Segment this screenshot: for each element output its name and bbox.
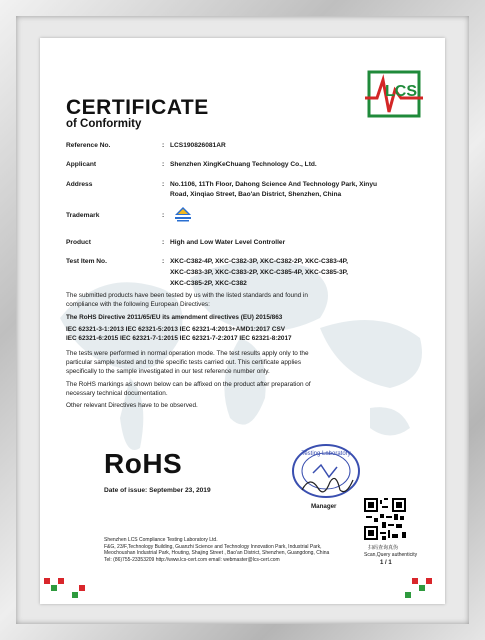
- certificate-title: CERTIFICATE: [66, 96, 209, 119]
- address-label: Address: [66, 181, 93, 188]
- applicant-value: Shenzhen XingKeChuang Technology Co., Ltd.: [170, 161, 317, 168]
- footer-line: Shenzhen LCS Compliance Testing Laboratory Ltd.: [104, 537, 218, 543]
- qr-code-icon: [364, 498, 406, 540]
- address-line: No.1106, 11Th Floor, Dahong Science And Technology Park, Xinyu: [170, 181, 378, 188]
- colon: :: [162, 181, 165, 188]
- colon: :: [162, 161, 165, 168]
- page-number: 1 / 1: [380, 560, 392, 566]
- test-item-line: XKC-C383-3P, XKC-C383-2P, XKC-C385-4P, XKC-C385-3P,: [170, 269, 348, 276]
- statement-line: The submitted products have been tested by us with the listed standards and found in: [66, 292, 308, 299]
- manager-label: Manager: [311, 503, 337, 510]
- directive-text: The RoHS Directive 2011/65/EU its amendment directives (EU) 2015/863: [66, 314, 283, 321]
- footer-line: Meochoushan Industrial Park, Houting, Shajing Street , Bao'an District, Shenzhen, Guangdong, China: [104, 550, 330, 556]
- decor-square: [79, 585, 85, 591]
- decor-square: [72, 592, 78, 598]
- trademark-label: Trademark: [66, 212, 100, 219]
- reference-value: LCS190826081AR: [170, 142, 226, 149]
- decor-square: [426, 578, 432, 584]
- standards-line: IEC 62321-6:2015 IEC 62321-7-1:2015 IEC 62321-7-2:2017 IEC 62321-8:2017: [66, 335, 292, 342]
- statement-line: compliance with the following European Directives:: [66, 301, 210, 308]
- rohs-mark: RoHS: [104, 448, 183, 479]
- applicant-label: Applicant: [66, 161, 97, 168]
- product-value: High and Low Water Level Controller: [170, 239, 286, 246]
- decor-square: [58, 578, 64, 584]
- decor-square: [405, 592, 411, 598]
- product-label: Product: [66, 239, 91, 246]
- statement-line: The RoHS markings as shown below can be affixed on the product after preparation of: [66, 381, 311, 388]
- decor-square: [419, 585, 425, 591]
- statement-line: necessary technical documentation.: [66, 390, 168, 397]
- stamp-text: Testing Laboratory: [301, 451, 351, 457]
- certificate-subtitle: of Conformity: [66, 118, 142, 130]
- standards-line: IEC 62321-3-1:2013 IEC 62321-5:2013 IEC 62321-4:2013+AMD1:2017 CSV: [66, 326, 286, 333]
- decor-square: [412, 578, 418, 584]
- footer-line: Tel: (86)755-23353209 http://www.lcs-cert.com email: webmaster@lcs-cert.com: [104, 557, 280, 563]
- statement-line: specifically to the sample investigated in our test reference number only.: [66, 368, 270, 375]
- date-of-issue: Date of issue: September 23, 2019: [104, 487, 211, 494]
- colon: :: [162, 212, 165, 219]
- test-item-line: XKC-C385-2P, XKC-C382: [170, 280, 247, 287]
- colon: :: [162, 258, 165, 265]
- test-item-label: Test Item No.: [66, 258, 107, 265]
- logo-text: LCS: [385, 83, 417, 100]
- reference-label: Reference No.: [66, 142, 111, 149]
- colon: :: [162, 239, 165, 246]
- qr-caption-en: Scan,Query authenticity: [364, 552, 418, 558]
- decor-square: [44, 578, 50, 584]
- lcs-logo-icon: [365, 68, 423, 120]
- decor-square: [51, 585, 57, 591]
- colon: :: [162, 142, 165, 149]
- test-item-line: XKC-C382-4P, XKC-C382-3P, XKC-C382-2P, XKC-C383-4P,: [170, 258, 348, 265]
- trademark-logo-icon: [172, 205, 194, 223]
- address-line: Road, Xinqiao Street, Bao'an District, Shenzhen, China: [170, 191, 342, 198]
- footer-line: F&G, 23/F,Technology Building, Guanzhi Science and Technology Innovation Park, Industrial Park,: [104, 544, 322, 550]
- statement-line: The tests were performed in normal operation mode. The test results apply only to the: [66, 350, 309, 357]
- statement-line: Other relevant Directives have to be observed.: [66, 402, 198, 409]
- qr-caption-cn: 扫码查询真伪: [368, 545, 399, 551]
- statement-line: particular sample tested and to the specific tests carried out. This certificate applies: [66, 359, 302, 366]
- signature-icon: [300, 470, 355, 500]
